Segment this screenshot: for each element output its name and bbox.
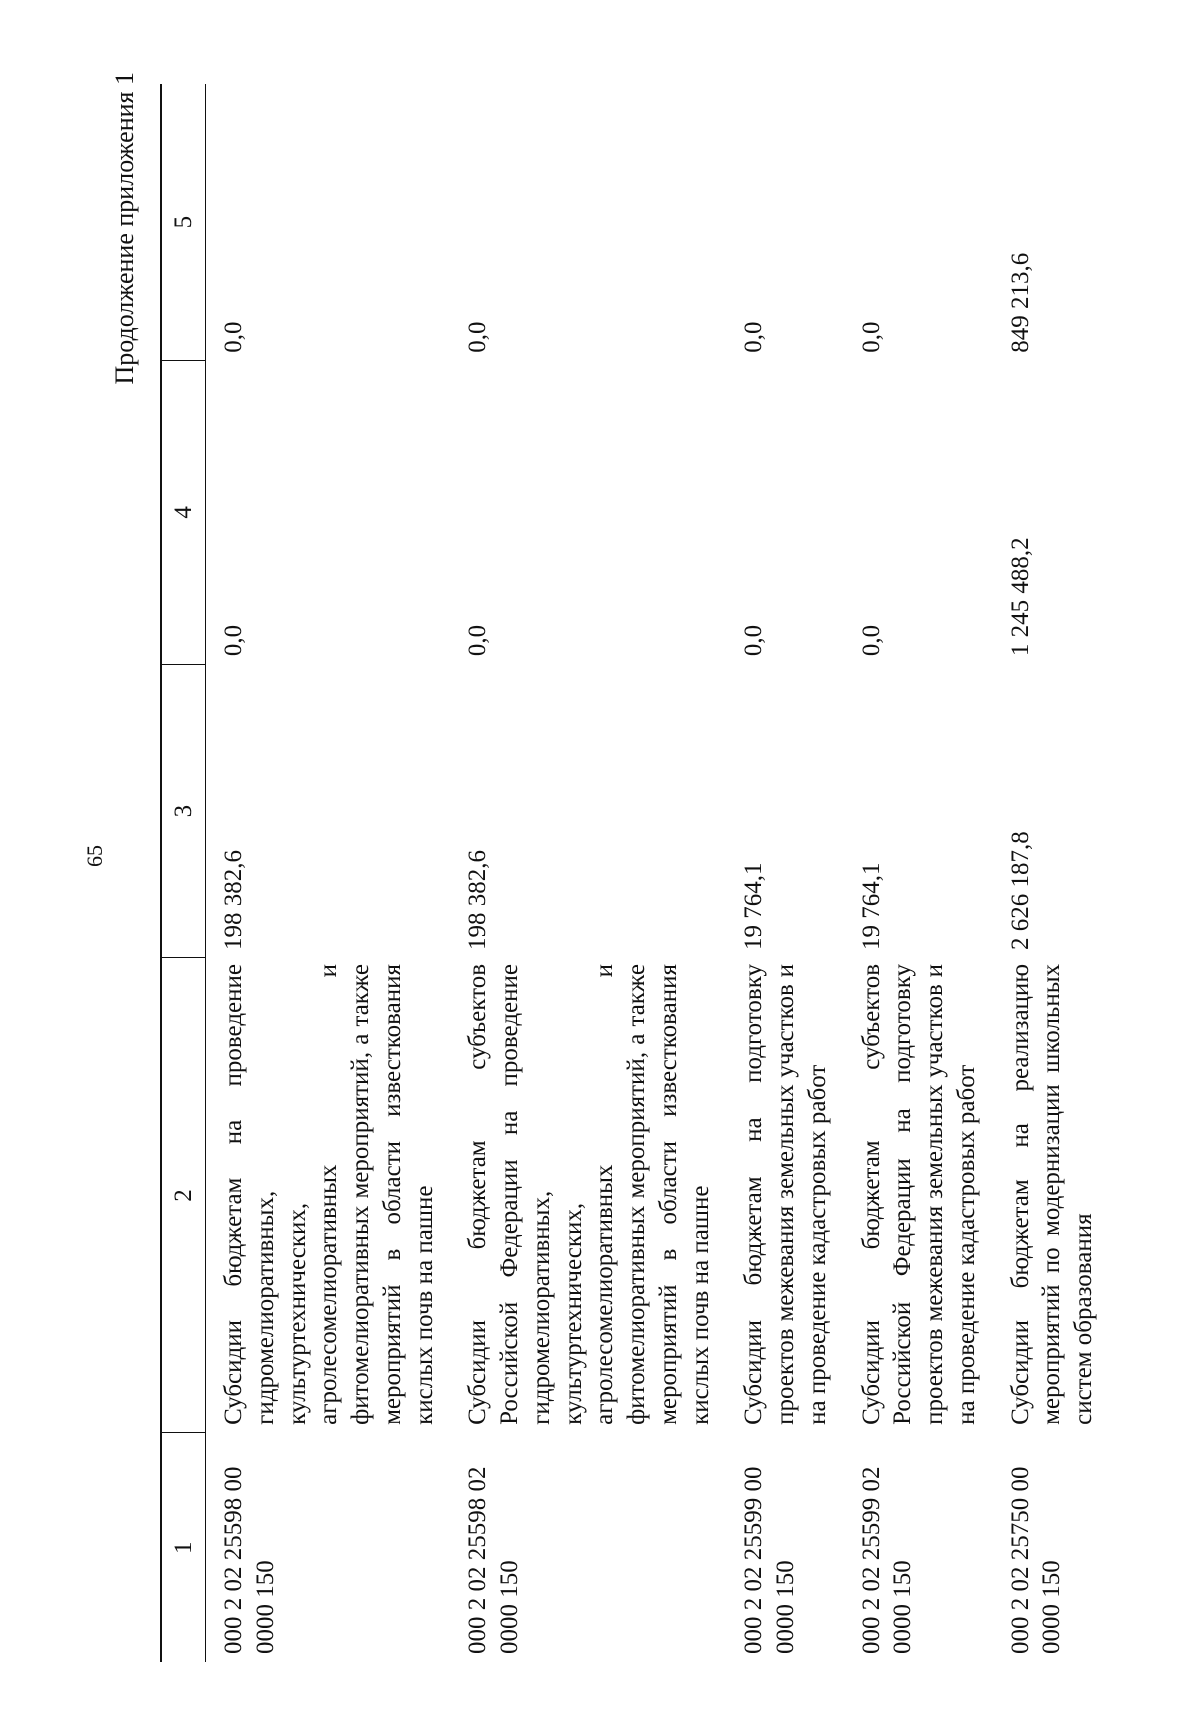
header-row bbox=[161, 84, 206, 1662]
row-value-col4: 0,0 bbox=[857, 624, 885, 657]
budget-table bbox=[160, 84, 1110, 1662]
row-value-col3: 198 382,6 bbox=[220, 850, 247, 950]
row-value-col5: 0,0 bbox=[464, 321, 492, 353]
table-row bbox=[206, 84, 451, 1662]
row-value-col3: 2 626 187,8 bbox=[1006, 831, 1034, 950]
row-value-col3: 19 764,1 bbox=[740, 862, 768, 950]
table-row bbox=[450, 84, 726, 1662]
row-description: Субсидии бюджетам субъектов Российской Федерации на подготовку проектов межевания земельных участков и на проведение кадастровых работ bbox=[857, 964, 980, 1425]
row-description: Субсидии бюджетам на подготовку проектов межевания земельных участков и на проведение кадастровых работ bbox=[740, 964, 831, 1425]
row-value-col3: 19 764,1 bbox=[857, 862, 885, 950]
table-row bbox=[844, 84, 993, 1662]
row-value-col3: 198 382,6 bbox=[464, 850, 492, 950]
row-value-col5: 0,0 bbox=[857, 321, 885, 353]
row-code: 000 2 02 25750 00 0000 150 bbox=[1006, 1466, 1066, 1654]
row-value-col4: 1 245 488,2 bbox=[1006, 537, 1034, 657]
row-description: Субсидии бюджетам на проведение гидромелиоративных, культуртехнических, агролесомелиоративных и фитомелиоративных мероприятий, а также мероприятий в области известкования кислых почв на пашне bbox=[220, 964, 438, 1425]
row-value-col4: 0,0 bbox=[464, 624, 492, 657]
row-value-col5: 0,0 bbox=[220, 321, 247, 353]
page-number: 65 bbox=[82, 845, 107, 867]
table-header bbox=[161, 84, 206, 1662]
header-col-3: 3 bbox=[161, 664, 206, 958]
row-code: 000 2 02 25598 00 0000 150 bbox=[220, 1466, 279, 1654]
row-description: Субсидии бюджетам субъектов Российской Федерации на проведение гидромелиоративных, культуртехнических, агролесомелиоративных и фитомелиоративных мероприятий, а также мероприятий в области известкования кислых почв на пашне bbox=[464, 964, 714, 1425]
table-row bbox=[993, 84, 1110, 1662]
header-col-1: 1 bbox=[161, 1433, 206, 1662]
row-code: 000 2 02 25599 00 0000 150 bbox=[740, 1466, 799, 1654]
table-row bbox=[726, 84, 843, 1662]
header-col-5: 5 bbox=[161, 84, 206, 361]
row-value-col5: 849 213,6 bbox=[1006, 252, 1034, 353]
row-code: 000 2 02 25599 02 0000 150 bbox=[857, 1466, 917, 1654]
row-value-col4: 0,0 bbox=[220, 624, 247, 657]
row-value-col5: 0,0 bbox=[740, 321, 768, 353]
row-value-col4: 0,0 bbox=[740, 624, 768, 657]
header-col-2: 2 bbox=[161, 958, 206, 1433]
row-code: 000 2 02 25598 02 0000 150 bbox=[464, 1466, 523, 1654]
header-col-4: 4 bbox=[161, 361, 206, 664]
continuation-label: Продолжение приложения 1 bbox=[110, 72, 139, 385]
row-description: Субсидии бюджетам на реализацию мероприятий по модернизации школьных систем образования bbox=[1006, 964, 1097, 1425]
table-body bbox=[206, 84, 1110, 1662]
